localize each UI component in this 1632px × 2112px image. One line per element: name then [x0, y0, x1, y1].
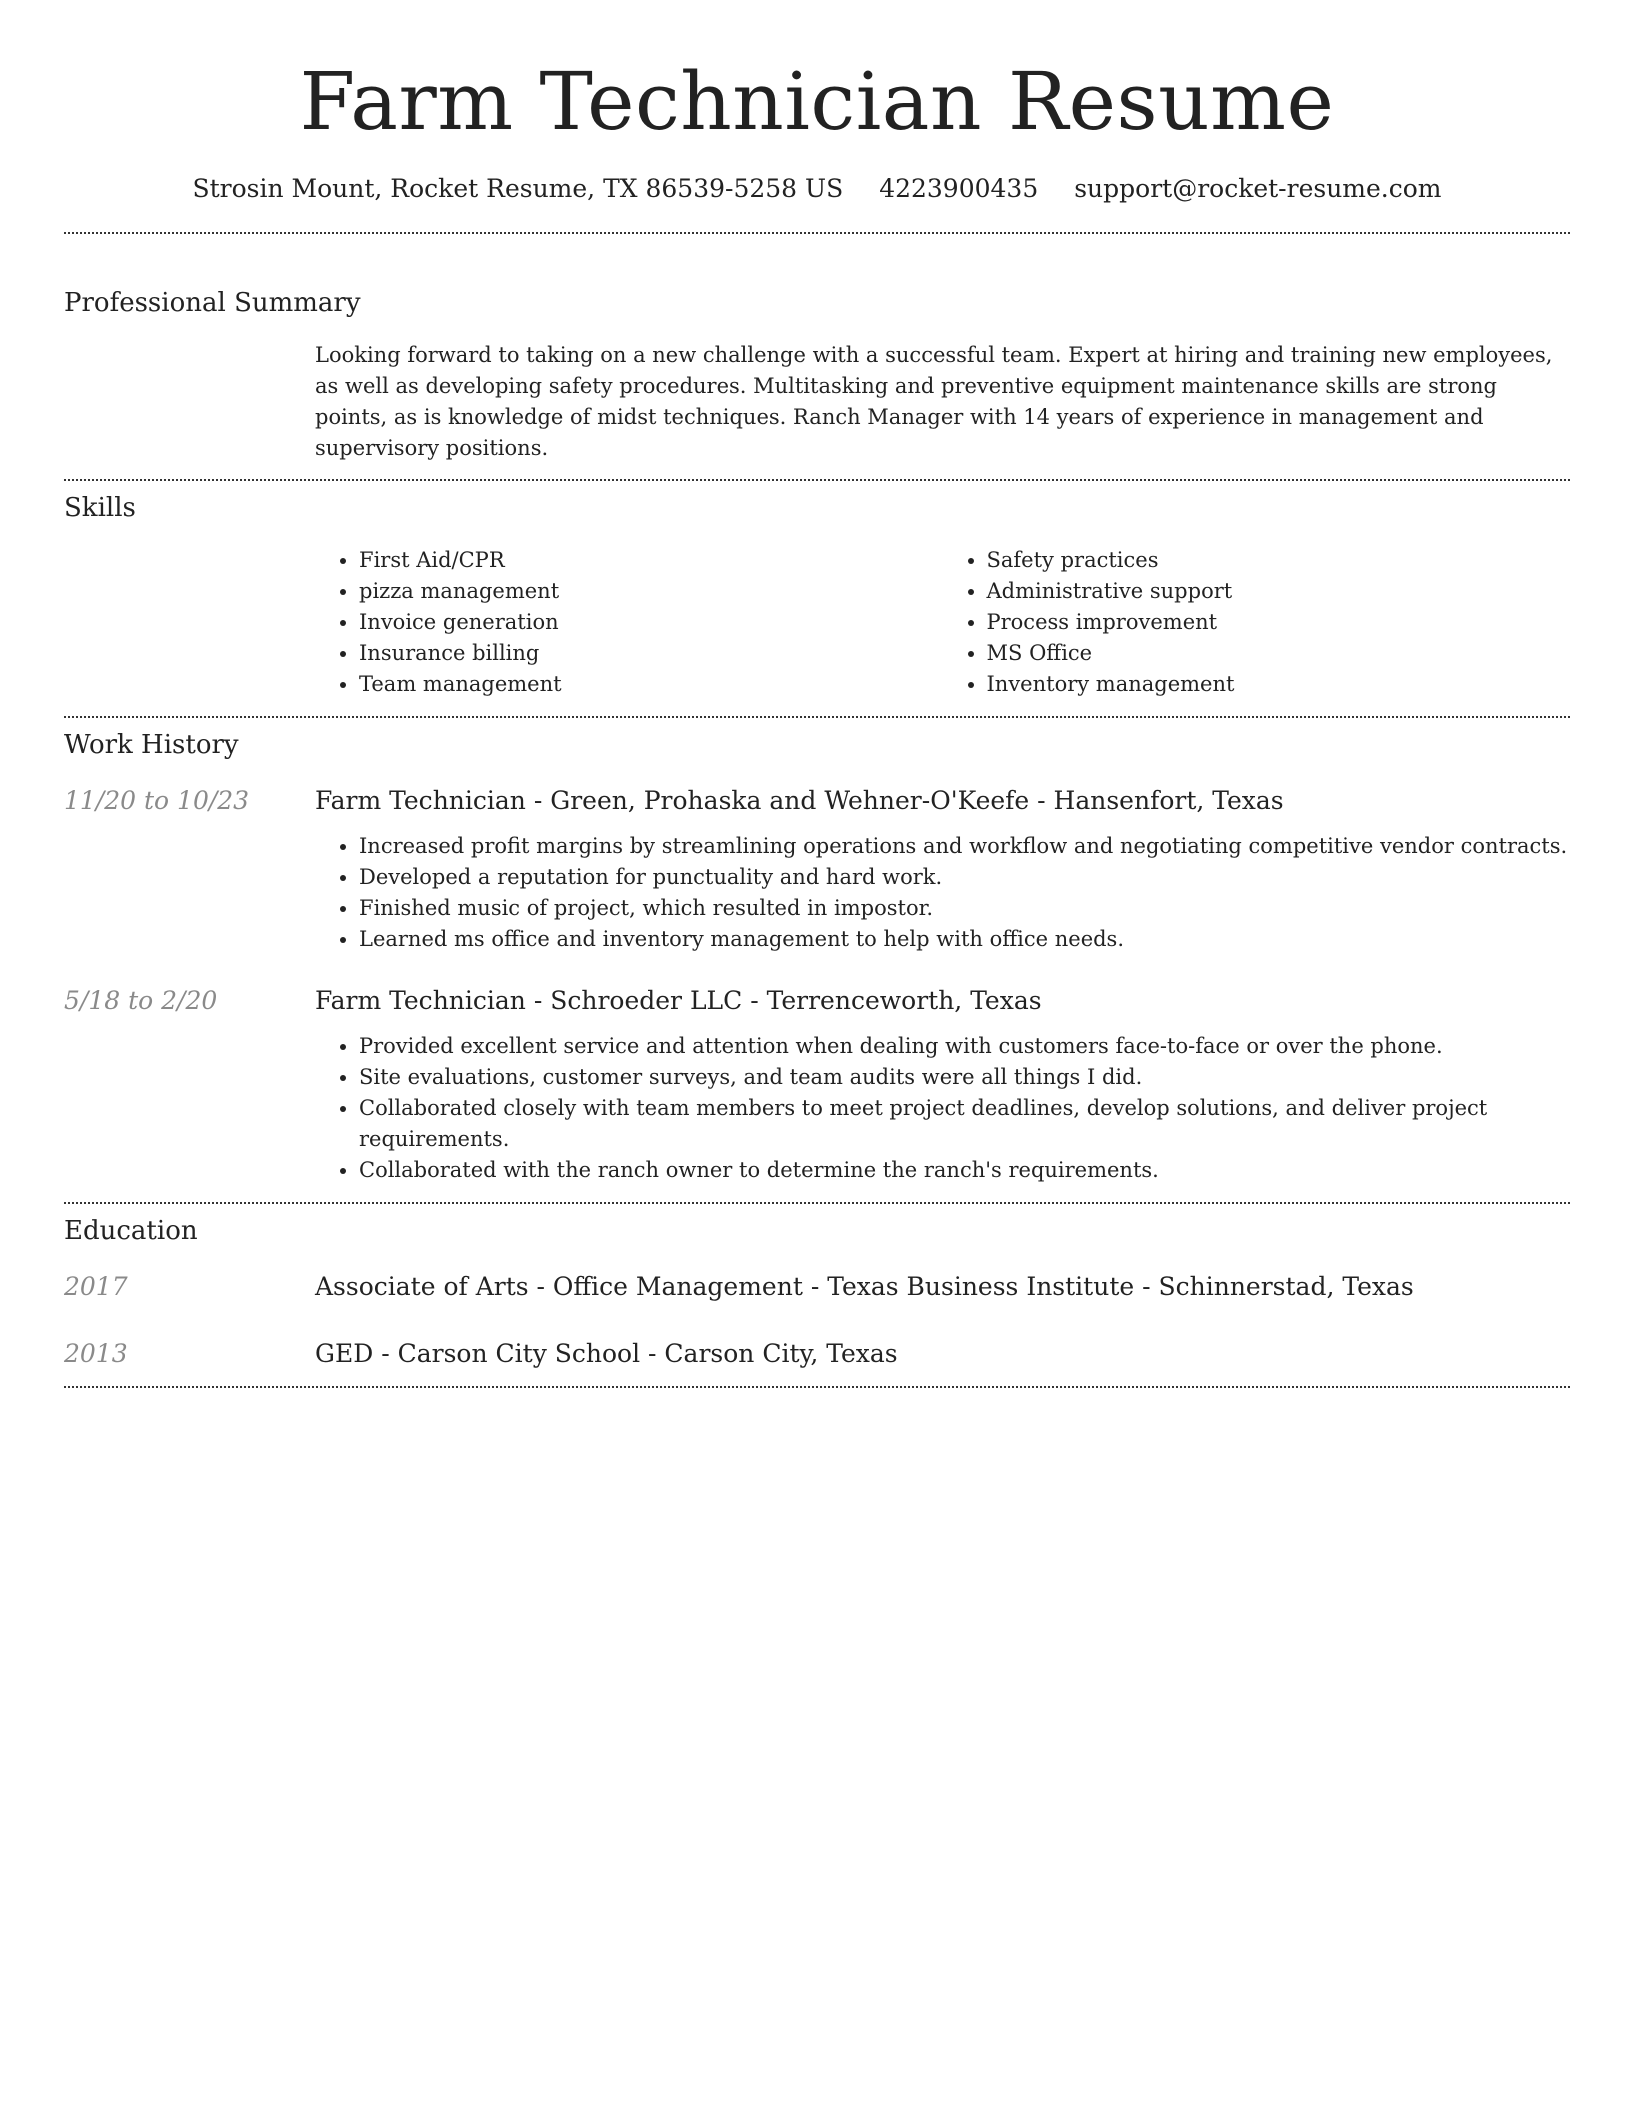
work-section — [64, 728, 1570, 1186]
divider — [64, 1202, 1570, 1204]
education-year: 2017 — [64, 1272, 128, 1301]
divider — [64, 1386, 1570, 1388]
job-entry — [64, 784, 1570, 955]
contact-address: Strosin Mount, Rocket Resume, TX 86539-5258 US — [192, 174, 844, 203]
section-title-education: Education — [64, 1216, 198, 1246]
summary-section — [64, 286, 1570, 464]
job-bullet: • Learned ms office and inventory management to help with office needs. — [359, 924, 1570, 955]
summary-text: Looking forward to taking on a new challenge with a successful team. Expert at hiring and training new employees, as well as developing safety procedures. Multitasking and preventive equipment maintenance skills are strong points, as is knowledge of midst techniques. Ranch Manager with 14 years of experience in management and supervisory positions. — [315, 343, 1553, 460]
skill-item: • Insurance billing — [359, 638, 943, 669]
job-bullets — [315, 1031, 1570, 1186]
skill-item: • First Aid/CPR — [359, 545, 943, 576]
skill-item: • Process improvement — [987, 607, 1571, 638]
job-dates: 5/18 to 2/20 — [64, 986, 218, 1015]
job-bullet: • Increased profit margins by streamlining operations and workflow and negotiating competitive vendor contracts. — [359, 831, 1570, 862]
skills-section — [64, 491, 1570, 700]
education-entry — [64, 1337, 1570, 1371]
divider — [64, 479, 1570, 481]
skill-item: • MS Office — [987, 638, 1571, 669]
job-bullets — [315, 831, 1570, 955]
resume-page — [64, 0, 1570, 1388]
skill-item: • Administrative support — [987, 576, 1571, 607]
education-text: GED - Carson City School - Carson City, Texas — [315, 1339, 898, 1368]
summary-spacer — [64, 340, 315, 464]
contact-email: support@rocket-resume.com — [1074, 174, 1442, 203]
skills-list-right — [943, 545, 1571, 700]
section-title-work: Work History — [64, 730, 239, 760]
job-entry — [64, 984, 1570, 1186]
job-heading: Farm Technician - Schroeder LLC - Terrenceworth, Texas — [315, 986, 1042, 1015]
contact-phone: 4223900435 — [879, 174, 1039, 203]
skills-list-left — [315, 545, 943, 700]
education-text: Associate of Arts - Office Management - Texas Business Institute - Schinnerstad, Texas — [315, 1272, 1414, 1301]
job-bullet: • Collaborated with the ranch owner to determine the ranch's requirements. — [359, 1155, 1570, 1186]
job-heading: Farm Technician - Green, Prohaska and Wehner-O'Keefe - Hansenfort, Texas — [315, 786, 1284, 815]
job-bullet: • Provided excellent service and attention when dealing with customers face-to-face or over the phone. — [359, 1031, 1570, 1062]
skill-item: • Invoice generation — [359, 607, 943, 638]
job-dates: 11/20 to 10/23 — [64, 786, 250, 815]
education-entry — [64, 1270, 1570, 1304]
job-bullet: • Finished music of project, which resulted in impostor. — [359, 893, 1570, 924]
divider — [64, 716, 1570, 718]
education-year: 2013 — [64, 1339, 128, 1368]
skill-item: • Inventory management — [987, 669, 1571, 700]
job-bullet: • Collaborated closely with team members to meet project deadlines, develop solutions, and deliver project requirements. — [359, 1093, 1570, 1155]
skill-item: • Team management — [359, 669, 943, 700]
education-section — [64, 1214, 1570, 1371]
job-bullet: • Developed a reputation for punctuality and hard work. — [359, 862, 1570, 893]
skill-item: • pizza management — [359, 576, 943, 607]
job-bullet: • Site evaluations, customer surveys, and team audits were all things I did. — [359, 1062, 1570, 1093]
divider — [64, 232, 1570, 234]
section-title-skills: Skills — [64, 493, 136, 523]
section-title-summary: Professional Summary — [64, 288, 361, 318]
skill-item: • Safety practices — [987, 545, 1571, 576]
contact-line — [64, 172, 1570, 206]
resume-title: Farm Technician Resume — [299, 55, 1335, 148]
